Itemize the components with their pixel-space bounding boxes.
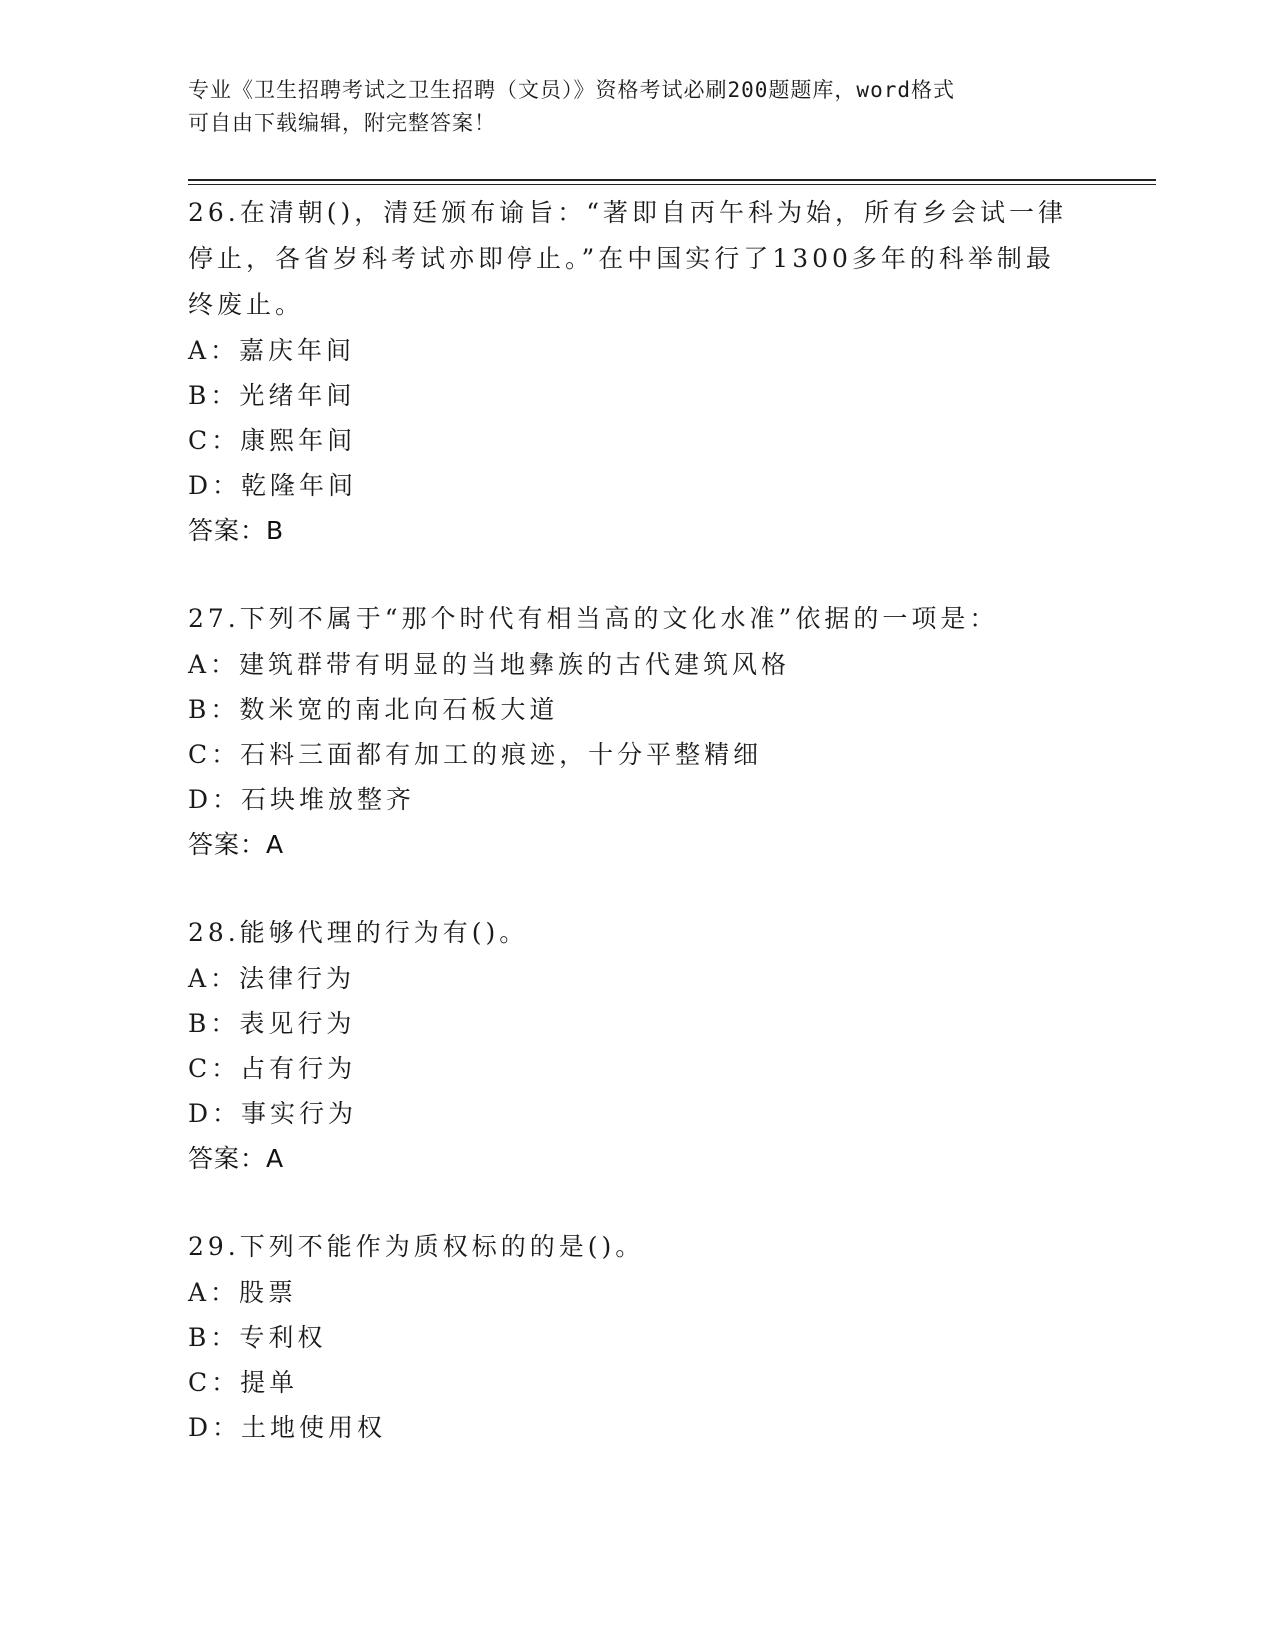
option-b: B：专利权 [188,1323,327,1352]
question-28 [188,910,1108,1182]
stem-line: 28.能够代理的行为有()。 [188,918,529,947]
option-b: B：表见行为 [188,1009,356,1038]
option-c: C：康熙年间 [188,426,357,455]
option-c: C：提单 [188,1368,299,1397]
question-26 [188,190,1108,554]
answer-label: 答案：B [188,516,285,545]
question-27 [188,596,1108,868]
stem-line: 27.下列不属于“那个时代有相当高的文化水准”依据的一项是： [188,604,999,633]
header-line-2: 可自由下载编辑，附完整答案！ [188,111,496,135]
question-29 [188,1224,1108,1450]
header-line-1: 专业《卫生招聘考试之卫生招聘（文员）》资格考试必刷200题题库，word格式 [188,78,955,102]
header-divider-thin [188,184,1156,185]
document-header [188,74,1088,140]
question-stem [188,190,1108,328]
question-stem [188,596,1108,642]
question-stem [188,1224,1108,1270]
option-a: A：股票 [188,1278,298,1307]
stem-line: 26.在清朝()，清廷颁布谕旨：“著即自丙午科为始，所有乡会试一律 [188,198,1068,227]
option-a: A：建筑群带有明显的当地彝族的古代建筑风格 [188,650,791,679]
option-c: C：石料三面都有加工的痕迹，十分平整精细 [188,740,763,769]
option-a: A：嘉庆年间 [188,336,356,365]
option-c: C：占有行为 [188,1054,357,1083]
option-d: D：乾隆年间 [188,471,358,500]
header-divider-thick [188,179,1156,181]
answer-label: 答案：A [188,830,285,859]
stem-line: 终废止。 [188,290,305,319]
option-b: B：数米宽的南北向石板大道 [188,695,559,724]
option-a: A：法律行为 [188,964,356,993]
question-list [188,190,1108,1492]
question-stem [188,910,1108,956]
stem-line: 29.下列不能作为质权标的的是()。 [188,1232,645,1261]
option-b: B：光绪年间 [188,381,356,410]
option-d: D：石块堆放整齐 [188,785,416,814]
option-d: D：土地使用权 [188,1413,387,1442]
option-d: D：事实行为 [188,1099,358,1128]
answer-label: 答案：A [188,1144,285,1173]
stem-line: 停止，各省岁科考试亦即停止。”在中国实行了1300多年的科举制最 [188,244,1055,273]
